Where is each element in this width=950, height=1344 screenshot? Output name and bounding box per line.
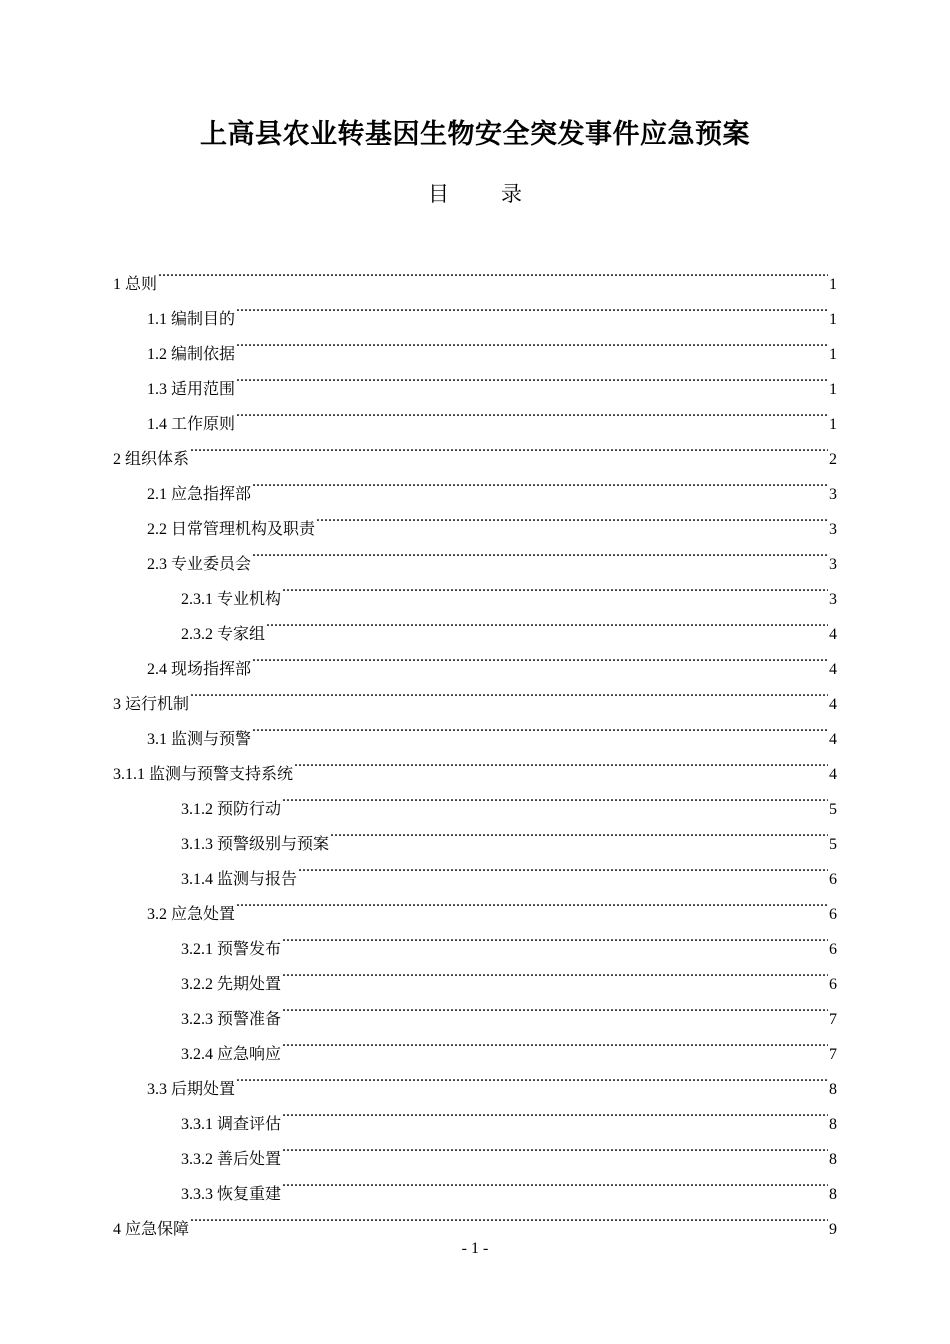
toc-entry-title: 适用范围 <box>171 381 236 398</box>
toc-entry-number: 3.3.2 <box>181 1151 213 1168</box>
toc-entry-page: 1 <box>829 381 837 398</box>
toc-entry[interactable] <box>113 464 837 503</box>
toc-dot-leader <box>252 639 828 674</box>
toc-dot-leader <box>236 884 828 919</box>
toc-entry-title: 预警级别与预案 <box>217 836 330 853</box>
toc-dot-leader <box>316 499 828 534</box>
toc-entry[interactable] <box>113 254 837 293</box>
toc-dot-leader <box>282 1129 828 1164</box>
toc-entry-number: 3.2.3 <box>181 1011 213 1028</box>
toc-dot-leader <box>236 359 828 394</box>
toc-entry-number: 1.3 <box>147 381 167 398</box>
toc-entry-number: 3.2 <box>147 906 167 923</box>
toc-entry-title: 总则 <box>125 276 158 293</box>
toc-dot-leader <box>282 989 828 1024</box>
toc-entry-page: 1 <box>829 311 837 328</box>
toc-entry-number: 2.3.1 <box>181 591 213 608</box>
toc-entry-title: 应急保障 <box>125 1221 190 1238</box>
toc-entry-title: 先期处置 <box>217 976 282 993</box>
toc-heading <box>0 178 950 208</box>
toc-entry-page: 2 <box>829 451 837 468</box>
toc-entry-number: 2 <box>113 451 121 468</box>
toc-dot-leader <box>236 324 828 359</box>
toc-entry-number: 3.3.1 <box>181 1116 213 1133</box>
toc-entry-page: 7 <box>829 1011 837 1028</box>
toc-entry-number: 4 <box>113 1221 121 1238</box>
toc-entry-title: 后期处置 <box>171 1081 236 1098</box>
toc-entry-number: 3.2.4 <box>181 1046 213 1063</box>
toc-entry-number: 2.1 <box>147 486 167 503</box>
toc-dot-leader <box>252 534 828 569</box>
toc-entry-page: 6 <box>829 871 837 888</box>
toc-entry-number: 3.1.3 <box>181 836 213 853</box>
toc-entry-number: 1.2 <box>147 346 167 363</box>
toc-entry-page: 4 <box>829 661 837 678</box>
toc-entry-page: 3 <box>829 591 837 608</box>
toc-dot-leader <box>266 604 828 639</box>
toc-entry-page: 1 <box>829 346 837 363</box>
toc-entry-number: 2.2 <box>147 521 167 538</box>
toc-entry-title: 调查评估 <box>217 1116 282 1133</box>
toc-dot-leader <box>158 254 828 289</box>
toc-heading-left: 目 <box>428 182 449 206</box>
toc-dot-leader <box>294 744 828 779</box>
toc-entry-page: 1 <box>829 276 837 293</box>
toc-entry-page: 5 <box>829 836 837 853</box>
toc-entry-title: 监测与预警支持系统 <box>149 766 294 783</box>
toc-entry-number: 1.1 <box>147 311 167 328</box>
toc-entry-page: 5 <box>829 801 837 818</box>
toc-dot-leader <box>298 849 828 884</box>
toc-entry-page: 3 <box>829 486 837 503</box>
toc-entry-page: 3 <box>829 521 837 538</box>
toc-entry-title: 专业委员会 <box>171 556 252 573</box>
toc-entry-page: 4 <box>829 766 837 783</box>
toc-entry-page: 8 <box>829 1186 837 1203</box>
toc-dot-leader <box>252 464 828 499</box>
toc-entry-title: 应急指挥部 <box>171 486 252 503</box>
toc-entry-number: 3.2.1 <box>181 941 213 958</box>
toc-entry-title: 监测与预警 <box>171 731 252 748</box>
toc-entry-number: 3.3.3 <box>181 1186 213 1203</box>
toc-entry-title: 善后处置 <box>217 1151 282 1168</box>
toc-dot-leader <box>330 814 828 849</box>
toc-entry-number: 3 <box>113 696 121 713</box>
toc-entry-number: 1.4 <box>147 416 167 433</box>
toc-entry-number: 2.3.2 <box>181 626 213 643</box>
toc-entry-number: 3.1.1 <box>113 766 145 783</box>
toc-entry-page: 3 <box>829 556 837 573</box>
toc-entry-number: 2.3 <box>147 556 167 573</box>
toc-entry-title: 应急处置 <box>171 906 236 923</box>
toc-entry-title: 日常管理机构及职责 <box>171 521 316 538</box>
toc-entry[interactable] <box>113 709 837 748</box>
toc-entry-title: 预警准备 <box>217 1011 282 1028</box>
toc-entry-title: 编制依据 <box>171 346 236 363</box>
toc-entry-title: 运行机制 <box>125 696 190 713</box>
toc-dot-leader <box>282 1024 828 1059</box>
toc-entry-number: 3.1.4 <box>181 871 213 888</box>
toc-dot-leader <box>282 919 828 954</box>
toc-entry-page: 6 <box>829 976 837 993</box>
toc-entry-number: 2.4 <box>147 661 167 678</box>
toc-entry-page: 4 <box>829 731 837 748</box>
toc-entry-title: 监测与报告 <box>217 871 298 888</box>
toc-entry-title: 预警发布 <box>217 941 282 958</box>
toc-entry[interactable] <box>113 1199 837 1238</box>
toc-dot-leader <box>282 1164 828 1199</box>
toc-dot-leader <box>190 429 828 464</box>
toc-entry-page: 6 <box>829 906 837 923</box>
toc-entry-number: 3.1.2 <box>181 801 213 818</box>
toc-entry-page: 9 <box>829 1221 837 1238</box>
toc-dot-leader <box>190 1199 828 1234</box>
toc-entry-title: 预防行动 <box>217 801 282 818</box>
toc-entry-page: 8 <box>829 1081 837 1098</box>
toc-heading-right: 录 <box>501 182 522 206</box>
toc-dot-leader <box>252 709 828 744</box>
toc-entry[interactable] <box>113 289 837 328</box>
toc-entry-title: 应急响应 <box>217 1046 282 1063</box>
toc-dot-leader <box>282 954 828 989</box>
toc-dot-leader <box>282 569 828 604</box>
table-of-contents <box>113 254 837 1238</box>
toc-entry-number: 3.2.2 <box>181 976 213 993</box>
toc-dot-leader <box>190 674 828 709</box>
toc-dot-leader <box>236 394 828 429</box>
toc-entry-page: 8 <box>829 1151 837 1168</box>
toc-entry-page: 8 <box>829 1116 837 1133</box>
toc-entry[interactable] <box>113 674 837 713</box>
toc-entry-page: 7 <box>829 1046 837 1063</box>
toc-entry-title: 专家组 <box>217 626 266 643</box>
toc-entry-page: 4 <box>829 626 837 643</box>
toc-entry-title: 工作原则 <box>171 416 236 433</box>
toc-entry-page: 1 <box>829 416 837 433</box>
toc-entry-page: 4 <box>829 696 837 713</box>
toc-entry-number: 3.1 <box>147 731 167 748</box>
toc-dot-leader <box>282 779 828 814</box>
document-title: 上高县农业转基因生物安全突发事件应急预案 <box>200 119 750 150</box>
toc-dot-leader <box>282 1094 828 1129</box>
toc-entry-title: 现场指挥部 <box>171 661 252 678</box>
toc-dot-leader <box>236 289 828 324</box>
toc-entry-title: 恢复重建 <box>217 1186 282 1203</box>
toc-entry-page: 6 <box>829 941 837 958</box>
toc-entry-title: 编制目的 <box>171 311 236 328</box>
toc-dot-leader <box>236 1059 828 1094</box>
toc-entry-number: 1 <box>113 276 121 293</box>
page-number: - 1 - <box>461 1240 489 1257</box>
toc-entry-title: 组织体系 <box>125 451 190 468</box>
toc-entry-number: 3.3 <box>147 1081 167 1098</box>
toc-entry[interactable] <box>113 429 837 468</box>
toc-entry-title: 专业机构 <box>217 591 282 608</box>
